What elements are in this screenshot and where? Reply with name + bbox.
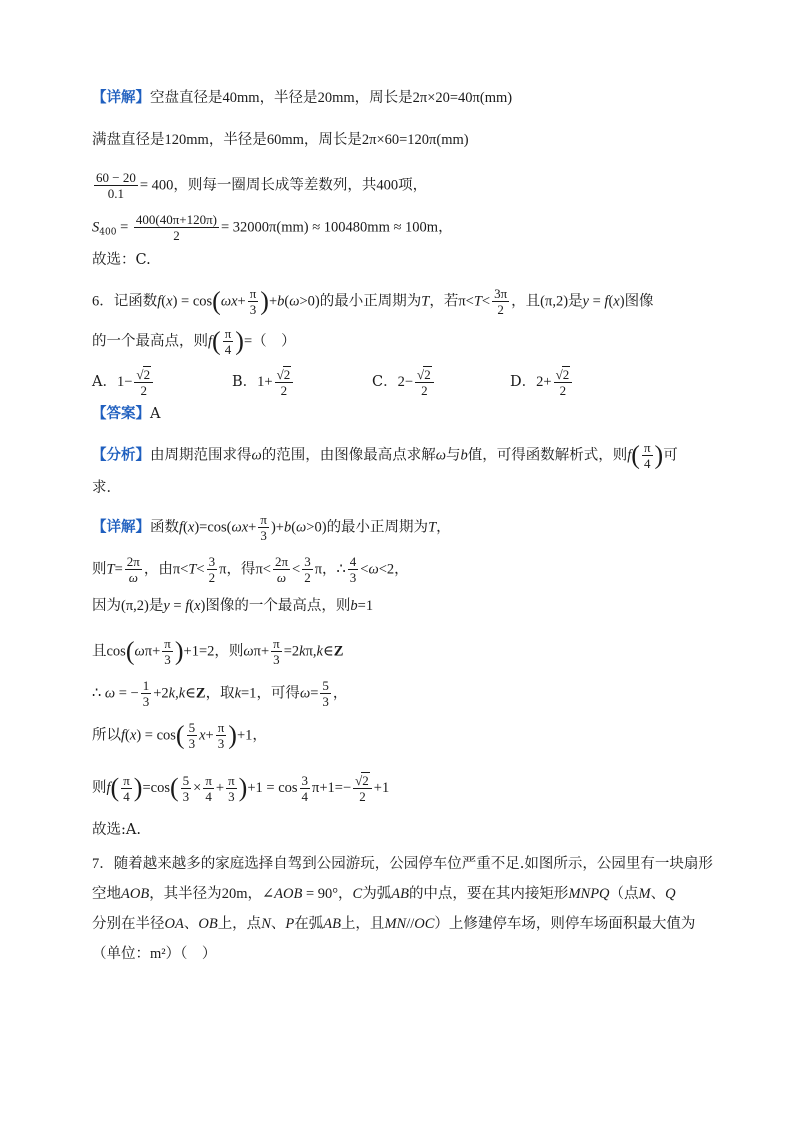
q6-detail-4: 且cos(ωπ+ $\frac{\pi}{3}$ )+1=2，则ωπ+ $\frac{\pi}{3}$ =2kπ,k∈Z bbox=[92, 636, 344, 667]
q6-detail-7: 则f( $\frac{\pi}{4}$ )=cos( $\frac{5}{3}$ × $\frac{\pi}{4}$ + $\frac{\pi}{3}$ )+1 = cos $\frac{3}{4}$ π+1=− $\frac{√2}{2}$ +1 bbox=[92, 772, 390, 804]
question-7-line-4: （单位：m²）（ ） bbox=[92, 946, 217, 962]
option-a: A．1− $\frac{√2}{2}$ bbox=[92, 366, 155, 398]
q6-detail-6: 所以f(x) = cos( $\frac{5}{3}$ x+ $\frac{\pi}{3}$ )+1， bbox=[92, 720, 267, 751]
option-c: C．2− $\frac{√2}{2}$ bbox=[372, 366, 436, 398]
q6-detail-1: 【详解】函数f(x)=cos(ωx+ $\frac{\pi}{3}$ )+b(ω>0)的最小正周期为T， bbox=[92, 512, 451, 543]
question-6-stem: 6．记函数f(x) = cos(ωx+ $\frac{\pi}{3}$ )+b(ω>0)的最小正周期为T，若π<T< $\frac{3\pi}{2}$ ，且(π,2)是y = f(x)图像 bbox=[92, 286, 654, 317]
question-7-line-2: 空地AOB，其半径为20m，∠AOB = 90°，C为弧AB的中点，要在其内接矩形MNPQ（点M、Q bbox=[92, 886, 676, 902]
detail-line-3: $\frac{60 - 20}{0.1}$ = 400，则每一圈周长成等差数列，共400项， bbox=[96, 170, 428, 201]
option-b: B．1+ $\frac{√2}{2}$ bbox=[232, 366, 295, 398]
answer-line: 【答案】A bbox=[92, 405, 161, 422]
detail-line-5: 故选：C. bbox=[92, 252, 151, 268]
detail-line-4: $S_{400}$ = $\frac{400(40\pi+120\pi)}{2}$ = 32000π(mm) ≈ 100480mm ≈ 100m， bbox=[92, 212, 453, 243]
detail-line-2: 满盘直径是120mm，半径是60mm，周长是2π×60=120π(mm) bbox=[92, 132, 469, 148]
question-7-line-3: 分别在半径OA、OB上，点N、P在弧AB上，且MN//OC）上修建停车场，则停车场面积最大值为 bbox=[92, 916, 696, 932]
question-7-line-1: 7．随着越来越多的家庭选择自驾到公园游玩，公园停车位严重不足.如图所示，公园里有一块扇形 bbox=[92, 856, 713, 872]
question-6-stem-2: 的一个最高点，则f( $\frac{\pi}{4}$ )=（ ） bbox=[92, 326, 296, 357]
q6-detail-2: 则T= $\frac{2\pi}{\omega}$ ，由π<T< $\frac{3}{2}$ π，得π< $\frac{2\pi}{\omega}$ < $\frac{3}{2}$ π，∴ $\frac{4}{3}$ <ω<2， bbox=[92, 554, 409, 585]
q6-detail-5: ∴ ω = − $\frac{1}{3}$ +2k,k∈Z，取k=1，可得ω= $\frac{5}{3}$ ， bbox=[92, 678, 348, 709]
q6-detail-3: 因为(π,2)是y = f(x)图像的一个最高点，则b=1 bbox=[92, 598, 374, 614]
analysis-line-2: 求． bbox=[92, 480, 121, 496]
q6-conclusion: 故选:A. bbox=[92, 822, 141, 838]
analysis-line-1: 【分析】由周期范围求得ω的范围，由图像最高点求解ω与b值，可得函数解析式，则f( $\frac{\pi}{4}$ )可 bbox=[92, 440, 678, 471]
option-d: D．2+ $\frac{√2}{2}$ bbox=[510, 366, 574, 398]
detail-line-1: 【详解】空盘直径是40mm，半径是20mm，周长是2π×20=40π(mm) bbox=[92, 89, 513, 106]
